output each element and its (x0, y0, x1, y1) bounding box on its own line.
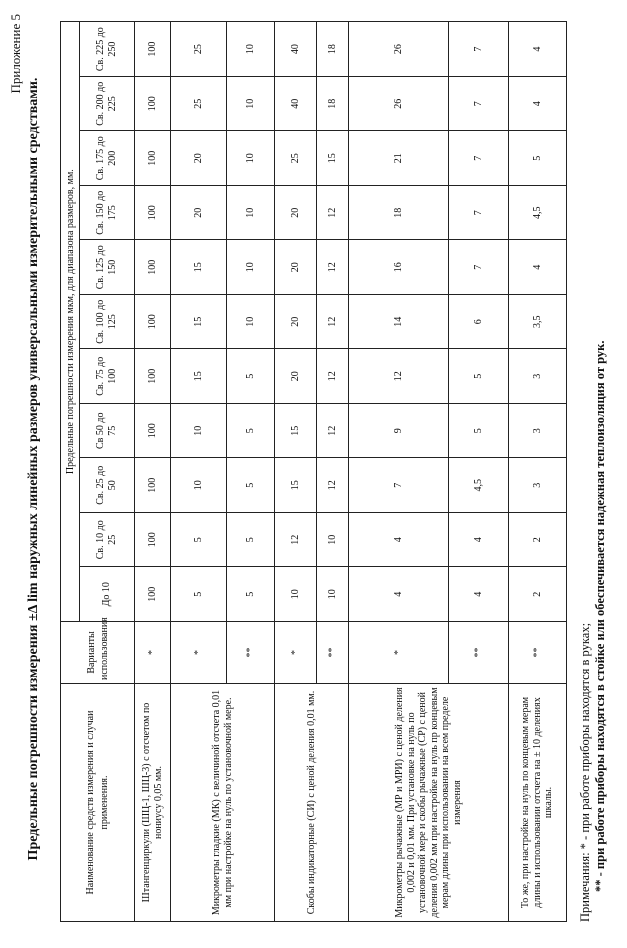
value-cell: 10 (171, 404, 227, 459)
value-cell: 10 (317, 567, 349, 622)
value-cell: 7 (449, 240, 509, 295)
value-cell: 16 (349, 240, 449, 295)
value-cell: 7 (449, 131, 509, 186)
value-cell: 5 (227, 404, 275, 459)
table-row (275, 22, 317, 922)
value-cell: 100 (135, 186, 171, 241)
value-cell: 7 (449, 22, 509, 77)
value-cell: 100 (135, 404, 171, 459)
instrument-name-cell: Штангенциркули (ШЦ-1, ШЦ-3) с отсчетом по нониусу 0,05 мм. (135, 684, 171, 922)
value-cell: 5 (227, 567, 275, 622)
variant-cell: ** (227, 622, 275, 684)
error-table (60, 21, 567, 922)
value-cell: 18 (317, 22, 349, 77)
value-cell: 18 (349, 186, 449, 241)
value-cell: 12 (349, 349, 449, 404)
value-cell: 12 (317, 240, 349, 295)
value-cell: 10 (227, 295, 275, 350)
value-cell: 3 (509, 458, 567, 513)
value-cell: 10 (227, 240, 275, 295)
instrument-name-cell: То же, при настройке на нуль по концевым мерам длины и использовании отсчета на ± 10 делениях шкалы. (509, 684, 567, 922)
value-cell: 26 (349, 77, 449, 132)
range-header: Св. 175 до 200 (80, 131, 135, 186)
value-cell: 4 (349, 513, 449, 568)
value-cell: 15 (275, 404, 317, 459)
value-cell: 100 (135, 295, 171, 350)
value-cell: 40 (275, 22, 317, 77)
range-header: Св 50 до 75 (80, 404, 135, 459)
value-cell: 10 (227, 186, 275, 241)
value-cell: 4 (509, 22, 567, 77)
value-cell: 4 (449, 567, 509, 622)
instrument-name-cell: Скобы индикаторные (СИ) с ценой деления 0,01 мм. (275, 684, 349, 922)
variant-cell: ** (317, 622, 349, 684)
page-title: Предельные погрешности измерения ±Δ lim наружных линейных размеров универсальными измерительными средствами. (26, 77, 41, 861)
table-row (509, 22, 567, 922)
value-cell: 4 (449, 513, 509, 568)
value-cell: 100 (135, 567, 171, 622)
range-header: До 10 (80, 567, 135, 622)
range-header: Св. 100 до 125 (80, 295, 135, 350)
value-cell: 5 (171, 567, 227, 622)
value-cell: 25 (171, 22, 227, 77)
value-cell: 12 (317, 404, 349, 459)
value-cell: 4 (509, 240, 567, 295)
value-cell: 20 (275, 186, 317, 241)
value-cell: 12 (317, 295, 349, 350)
value-cell: 12 (275, 513, 317, 568)
note-stand: ** - при работе приборы находятся в стойке или обеспечивается надежная теплоизоляция от рук. (593, 340, 607, 892)
value-cell: 4,5 (509, 186, 567, 241)
value-cell: 3 (509, 349, 567, 404)
value-cell: 20 (171, 186, 227, 241)
value-cell: 5 (227, 513, 275, 568)
table-row (349, 22, 449, 922)
column-header-name: Наименование средств измерения и случаи применения. (61, 684, 135, 922)
range-header: Св. 225 до 250 (80, 22, 135, 77)
value-cell: 4,5 (449, 458, 509, 513)
value-cell: 10 (227, 77, 275, 132)
notes (578, 341, 608, 922)
variant-cell: ** (509, 622, 567, 684)
value-cell: 100 (135, 513, 171, 568)
value-cell: 5 (227, 458, 275, 513)
value-cell: 15 (171, 349, 227, 404)
instrument-name-cell: Микрометры рычажные (МР и МРИ) с ценой деления 0,002 и 0,01 мм. При установке на нуль по установочной мере и скобы рычажные (СР) с ценой деления 0,002 мм при настройке на нуль пр концевым мерам длины при использовании на всем пределе измерения (349, 684, 509, 922)
value-cell: 14 (349, 295, 449, 350)
range-header: Св. 10 до 25 (80, 513, 135, 568)
column-header-variant: Варианты использования (61, 622, 135, 684)
value-cell: 20 (275, 349, 317, 404)
value-cell: 12 (317, 186, 349, 241)
value-cell: 3,5 (509, 295, 567, 350)
value-cell: 2 (509, 513, 567, 568)
value-cell: 15 (171, 240, 227, 295)
value-cell: 25 (171, 77, 227, 132)
value-cell: 7 (449, 77, 509, 132)
value-cell: 5 (449, 404, 509, 459)
value-cell: 5 (227, 349, 275, 404)
value-cell: 10 (227, 131, 275, 186)
value-cell: 15 (275, 458, 317, 513)
value-cell: 5 (509, 131, 567, 186)
value-cell: 6 (449, 295, 509, 350)
note-hands: Примечания: * - при работе приборы находятся в руках; (578, 622, 592, 922)
table-row (135, 22, 171, 922)
value-cell: 100 (135, 240, 171, 295)
instrument-name-cell: Микрометры гладкие (МК) с величиной отсчета 0,01 мм при настройке на нуль по установочной мере. (171, 684, 275, 922)
range-header: Св. 125 до 150 (80, 240, 135, 295)
value-cell: 100 (135, 349, 171, 404)
value-cell: 40 (275, 77, 317, 132)
value-cell: 18 (317, 77, 349, 132)
variant-cell: ** (449, 622, 509, 684)
column-group-header: Предельные погрешности измерения мкм, для диапазона размеров, мм. (61, 22, 80, 622)
value-cell: 5 (449, 349, 509, 404)
value-cell: 20 (171, 131, 227, 186)
value-cell: 100 (135, 77, 171, 132)
value-cell: 12 (317, 349, 349, 404)
value-cell: 25 (275, 131, 317, 186)
value-cell: 7 (449, 186, 509, 241)
value-cell: 9 (349, 404, 449, 459)
variant-cell: * (135, 622, 171, 684)
value-cell: 26 (349, 22, 449, 77)
range-header: Св. 200 до 225 (80, 77, 135, 132)
value-cell: 7 (349, 458, 449, 513)
range-header: Св. 150 до 175 (80, 186, 135, 241)
value-cell: 5 (171, 513, 227, 568)
range-header: Св. 75 до 100 (80, 349, 135, 404)
table-row (171, 22, 227, 922)
appendix-label: Приложение 5 (8, 14, 23, 94)
value-cell: 15 (171, 295, 227, 350)
value-cell: 15 (317, 131, 349, 186)
value-cell: 100 (135, 22, 171, 77)
variant-cell: * (349, 622, 449, 684)
value-cell: 3 (509, 404, 567, 459)
range-header: Св. 25 до 50 (80, 458, 135, 513)
value-cell: 10 (317, 513, 349, 568)
value-cell: 4 (509, 77, 567, 132)
value-cell: 100 (135, 458, 171, 513)
value-cell: 100 (135, 131, 171, 186)
value-cell: 2 (509, 567, 567, 622)
value-cell: 4 (349, 567, 449, 622)
value-cell: 10 (171, 458, 227, 513)
value-cell: 10 (227, 22, 275, 77)
value-cell: 12 (317, 458, 349, 513)
value-cell: 20 (275, 240, 317, 295)
variant-cell: * (275, 622, 317, 684)
value-cell: 20 (275, 295, 317, 350)
value-cell: 10 (275, 567, 317, 622)
value-cell: 21 (349, 131, 449, 186)
variant-cell: * (171, 622, 227, 684)
